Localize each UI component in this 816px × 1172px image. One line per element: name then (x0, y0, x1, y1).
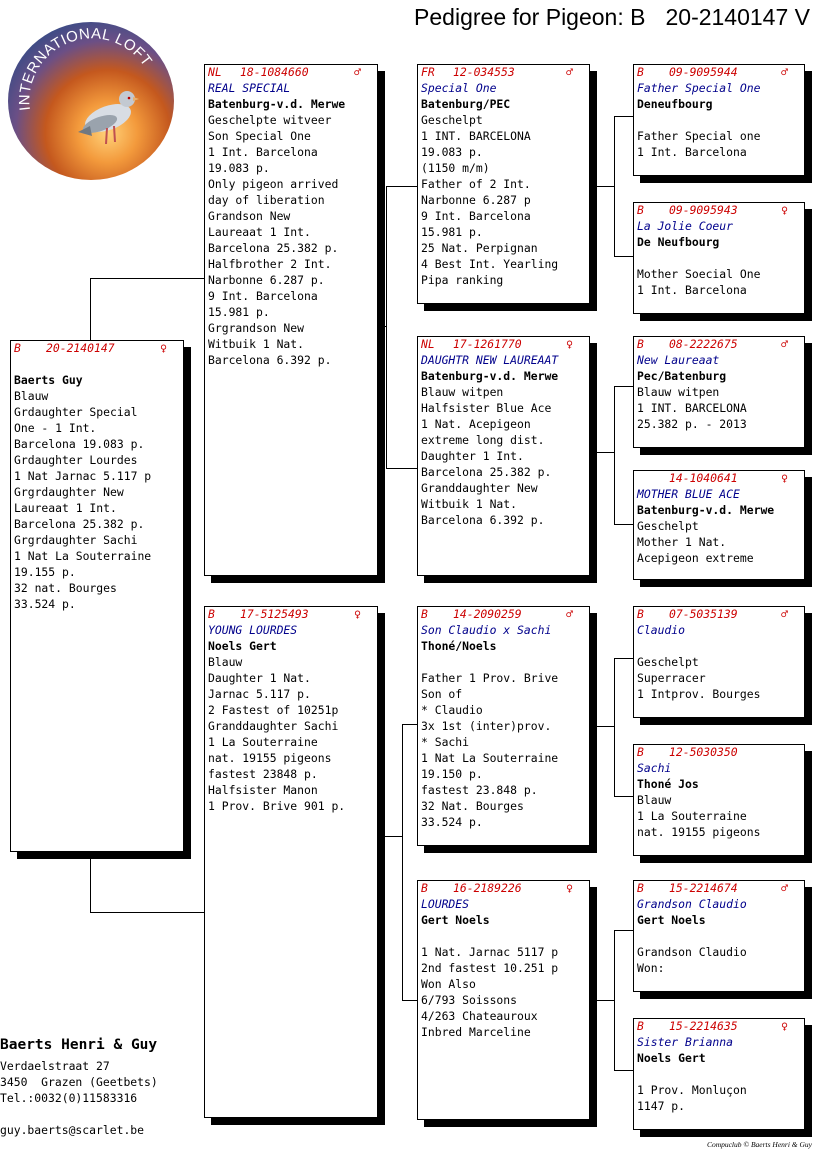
info-line: Blauw (637, 793, 672, 807)
pigeon-name: New Laureaat (637, 353, 720, 367)
info-line (637, 928, 804, 944)
card-header (14, 340, 183, 356)
info-line: Blauw witpen (637, 385, 720, 399)
info-line: Grandson New (208, 209, 291, 223)
breeder-name: Noels Gert (637, 1051, 706, 1065)
info-line (637, 1066, 804, 1082)
title-prefix: Pedigree for Pigeon: (414, 4, 624, 30)
info-line: Son Special One (208, 129, 311, 143)
female-icon: ♀ (354, 607, 361, 621)
info-line: 9 Int. Barcelona (208, 289, 318, 303)
breeder-name: Batenburg/PEC (421, 97, 511, 111)
country-code: B (208, 607, 215, 621)
info-line: Grdaughter Special (14, 405, 138, 419)
breeder-name: Gert Noels (637, 913, 706, 927)
info-line: 19.083 p. (208, 161, 270, 175)
info-line: 1 Nat La Souterraine (14, 549, 152, 563)
info-line: Acepigeon extreme (637, 551, 754, 565)
info-line: Halfsister Manon (208, 783, 318, 797)
info-line: Father 1 Prov. Brive (421, 671, 559, 685)
info-line: Grandson Claudio (637, 945, 747, 959)
info-line: 3x 1st (inter)prov. (421, 719, 552, 733)
info-line: 1 Prov. Brive 901 p. (208, 799, 346, 813)
male-icon: ♂ (566, 65, 573, 79)
country-code: NL (208, 65, 222, 79)
connector (90, 852, 91, 912)
info-line: Blauw (14, 389, 49, 403)
connector (378, 836, 403, 837)
pigeon-name: La Jolie Coeur (637, 219, 734, 233)
pedigree-card-sss (633, 64, 805, 176)
info-line: 1 Nat La Souterraine (421, 751, 559, 765)
connector (402, 724, 403, 1000)
pigeon-name: Son Claudio x Sachi (421, 623, 552, 637)
info-line: fastest 23848 p. (208, 767, 318, 781)
info-line: Mother 1 Nat. (637, 535, 727, 549)
info-line: Geschelpt (637, 519, 699, 533)
info-line: Inbred Marceline (421, 1025, 531, 1039)
info-line: Granddaughter Sachi (208, 719, 339, 733)
info-line (421, 654, 589, 670)
country-code: B (637, 745, 644, 759)
pedigree-card-sdd (633, 470, 805, 580)
info-line: Barcelona 25.382 p. (421, 465, 552, 479)
info-line: One - 1 Int. (14, 421, 97, 435)
info-line: Narbonne 6.287 p (421, 193, 531, 207)
info-line: 32 nat. Bourges (14, 581, 117, 595)
info-line: (1150 m/m) (421, 161, 490, 175)
ring-number: 12-5030350 (669, 745, 738, 759)
connector (614, 1070, 633, 1071)
female-icon: ♀ (160, 341, 167, 355)
connector (90, 912, 204, 913)
info-line: Won Also (421, 977, 476, 991)
card-header (421, 606, 589, 622)
info-line: Laureaat 1 Int. (14, 501, 117, 515)
info-line: 1 Nat. Jarnac 5117 p (421, 945, 559, 959)
connector (596, 186, 615, 187)
info-line: 32 Nat. Bourges (421, 799, 524, 813)
breeder-name: Thoné/Noels (421, 639, 497, 653)
info-line: fastest 23.848 p. (421, 783, 538, 797)
female-icon: ♀ (781, 1019, 788, 1033)
info-line: Blauw (208, 655, 243, 669)
country-code: B (637, 607, 644, 621)
pedigree-card-sds (633, 336, 805, 448)
info-line: 1 INT. BARCELONA (637, 401, 747, 415)
info-line: 19.155 p. (14, 565, 76, 579)
female-icon: ♀ (566, 337, 573, 351)
info-line: 4 Best Int. Yearling (421, 257, 559, 271)
pedigree-card-dss (633, 606, 805, 718)
info-line: Halfbrother 2 Int. (208, 257, 332, 271)
pigeon-icon (78, 91, 139, 144)
title-country: B (630, 4, 646, 30)
info-line: Barcelona 25.382 p. (208, 241, 339, 255)
info-line: * Claudio (421, 703, 483, 717)
female-icon: ♀ (781, 203, 788, 217)
card-header (637, 202, 804, 218)
info-line: 33.524 p. (421, 815, 483, 829)
info-line (637, 250, 804, 266)
pedigree-card-sire (204, 64, 378, 576)
connector (386, 186, 387, 468)
pedigree-card-ds (417, 606, 590, 846)
breeder-name: Batenburg-v.d. Merwe (421, 369, 559, 383)
breeder-name: Baerts Guy (14, 373, 83, 387)
connector (90, 278, 204, 279)
info-line: Narbonne 6.287 p. (208, 273, 325, 287)
connector (614, 386, 633, 387)
connector (386, 468, 417, 469)
card-header (637, 1018, 804, 1034)
page-title (414, 4, 810, 31)
info-line: 1 Nat Jarnac 5.117 p (14, 469, 152, 483)
ring-number: 08-2222675 (669, 337, 738, 351)
female-icon: ♀ (566, 881, 573, 895)
pigeon-name: MOTHER BLUE ACE (637, 487, 740, 501)
country-code: FR (421, 65, 435, 79)
ring-number: 15-2214674 (669, 881, 738, 895)
info-line: Superracer (637, 671, 706, 685)
country-code: B (637, 1019, 644, 1033)
connector (386, 186, 417, 187)
info-line: 9 Int. Barcelona (421, 209, 531, 223)
connector (596, 452, 615, 453)
info-line: Halfsister Blue Ace (421, 401, 552, 415)
ring-number: 18-1084660 (240, 65, 309, 79)
info-line: Granddaughter New (421, 481, 538, 495)
card-header (208, 606, 377, 622)
info-line: 2 Fastest of 10251p (208, 703, 339, 717)
connector (90, 278, 91, 340)
info-line: 19.150 p. (421, 767, 483, 781)
info-line: 1 Nat. Acepigeon (421, 417, 531, 431)
ring-number: 17-1261770 (453, 337, 522, 351)
breeder-name (637, 638, 804, 654)
info-line: Witbuik 1 Nat. (421, 497, 518, 511)
info-line: Daughter 1 Int. (421, 449, 524, 463)
info-line: Grdaughter Lourdes (14, 453, 138, 467)
female-icon: ♀ (781, 471, 788, 485)
pigeon-name: Grandson Claudio (637, 897, 747, 911)
breeder-name: Gert Noels (421, 913, 490, 927)
pigeon-name: Father Special One (637, 81, 761, 95)
info-line: Laureaat 1 Int. (208, 225, 311, 239)
info-line: Barcelona 6.392 p. (421, 513, 545, 527)
card-header (208, 64, 377, 80)
card-header (421, 64, 589, 80)
info-line: nat. 19155 pigeons (208, 751, 332, 765)
ring-number: 09-9095943 (669, 203, 738, 217)
card-header (421, 336, 589, 352)
card-header (637, 744, 804, 760)
logo-graphic (8, 22, 174, 180)
info-line: Witbuik 1 Nat. (208, 337, 305, 351)
pigeon-name: Sister Brianna (637, 1035, 734, 1049)
pigeon-name (14, 356, 183, 372)
pedigree-card-ssd (633, 202, 805, 314)
pedigree-card-dsd (633, 744, 805, 856)
pedigree-card-ddd (633, 1018, 805, 1130)
breeder-name: Batenburg-v.d. Merwe (208, 97, 346, 111)
country-code: B (637, 203, 644, 217)
male-icon: ♂ (781, 881, 788, 895)
info-line: Barcelona 19.083 p. (14, 437, 145, 451)
owner-street: Verdaelstraat 27 (0, 1059, 110, 1073)
country-code: B (421, 607, 428, 621)
country-code: B (637, 337, 644, 351)
info-line: Won: (637, 961, 665, 975)
ring-number: 20-2140147 (46, 341, 115, 355)
card-header (637, 64, 804, 80)
connector (402, 1000, 417, 1001)
info-line (421, 928, 589, 944)
info-line: * Sachi (421, 735, 470, 749)
ring-number: 14-2090259 (453, 607, 522, 621)
ring-number: 09-9095944 (669, 65, 738, 79)
connector (614, 386, 615, 524)
info-line: 15.981 p. (421, 225, 483, 239)
owner-email: guy.baerts@scarlet.be (0, 1123, 145, 1137)
title-ring: 20-2140147 V (665, 4, 810, 30)
card-header (637, 880, 804, 896)
breeder-name: Deneufbourg (637, 97, 713, 111)
info-line: 15.981 p. (208, 305, 270, 319)
pigeon-name: DAUGHTR NEW LAUREAAT (421, 353, 559, 367)
breeder-name: Pec/Batenburg (637, 369, 727, 383)
ring-number: 16-2189226 (453, 881, 522, 895)
pigeon-name: Special One (421, 81, 497, 95)
info-line: Grgrandson New (208, 321, 305, 335)
connector (614, 658, 615, 796)
info-line: 1 La Souterraine (637, 809, 747, 823)
male-icon: ♂ (566, 607, 573, 621)
info-line: 1 La Souterraine (208, 735, 318, 749)
info-line: 4/263 Chateauroux (421, 1009, 538, 1023)
pedigree-card-sd (417, 336, 590, 576)
pigeon-name: YOUNG LOURDES (208, 623, 298, 637)
info-line: 19.083 p. (421, 145, 483, 159)
male-icon: ♂ (781, 607, 788, 621)
info-line: Geschelpt (421, 113, 483, 127)
info-line: Pipa ranking (421, 273, 504, 287)
connector (614, 658, 633, 659)
connector (614, 930, 633, 931)
copyright-note: Compuclub © Baerts Henri & Guy (706, 1140, 812, 1149)
breeder-name: Thoné Jos (637, 777, 699, 791)
connector (596, 726, 615, 727)
male-icon: ♂ (781, 337, 788, 351)
card-header (637, 606, 804, 622)
info-line: Son of (421, 687, 463, 701)
info-line: 2nd fastest 10.251 p (421, 961, 559, 975)
pigeon-name: Claudio (637, 623, 686, 637)
owner-address (0, 1036, 158, 1138)
info-line: 1 INT. BARCELONA (421, 129, 531, 143)
info-line: 1147 p. (637, 1099, 686, 1113)
pigeon-name: LOURDES (421, 897, 470, 911)
connector (378, 326, 387, 327)
ring-number: 12-034553 (453, 65, 515, 79)
svg-text:INTERNATIONAL LOFT: INTERNATIONAL LOFT (16, 25, 156, 112)
connector (614, 796, 633, 797)
info-line: 1 Intprov. Bourges (637, 687, 761, 701)
info-line: Grgrdaughter Sachi (14, 533, 138, 547)
breeder-name: Noels Gert (208, 639, 277, 653)
info-line: Daughter 1 Nat. (208, 671, 311, 685)
breeder-name: Batenburg-v.d. Merwe (637, 503, 775, 517)
pedigree-card-subject (10, 340, 184, 852)
connector (402, 724, 417, 725)
pigeon-name: REAL SPECIAL (208, 81, 291, 95)
ring-number: 15-2214635 (669, 1019, 738, 1033)
info-line: Geschelpt (637, 655, 699, 669)
connector (614, 256, 633, 257)
ring-number: 17-5125493 (240, 607, 309, 621)
pedigree-card-dam (204, 606, 378, 1118)
info-line: 1 Prov. Monluçon (637, 1083, 747, 1097)
info-line: day of liberation (208, 193, 325, 207)
info-line: Mother Soecial One (637, 267, 761, 281)
info-line: 25 Nat. Perpignan (421, 241, 538, 255)
connector (614, 524, 633, 525)
info-line: 25.382 p. - 2013 (637, 417, 747, 431)
info-line: nat. 19155 pigeons (637, 825, 761, 839)
info-line: 1 Int. Barcelona (208, 145, 318, 159)
pedigree-card-ss (417, 64, 590, 304)
info-line: 6/793 Soissons (421, 993, 518, 1007)
info-line: Blauw witpen (421, 385, 504, 399)
country-code: B (637, 65, 644, 79)
pigeon-name: Sachi (637, 761, 672, 775)
info-line: Father Special one (637, 129, 761, 143)
info-line (637, 112, 804, 128)
info-line: Grgrdaughter New (14, 485, 124, 499)
card-header (421, 880, 589, 896)
owner-phone: Tel.:0032(0)11583316 (0, 1091, 138, 1105)
owner-city: 3450 Grazen (Geetbets) (0, 1075, 158, 1089)
connector (596, 1000, 615, 1001)
info-line: 33.524 p. (14, 597, 76, 611)
country-code: NL (421, 337, 435, 351)
info-line: Only pigeon arrived (208, 177, 339, 191)
pedigree-card-dds (633, 880, 805, 992)
country-code: B (421, 881, 428, 895)
country-code: B (637, 881, 644, 895)
ring-number: 14-1040641 (669, 471, 738, 485)
info-line: Jarnac 5.117 p. (208, 687, 311, 701)
country-code: B (14, 341, 21, 355)
info-line: Geschelpte witveer (208, 113, 332, 127)
info-line: Barcelona 25.382 p. (14, 517, 145, 531)
pedigree-card-dd (417, 880, 590, 1120)
ring-number: 07-5035139 (669, 607, 738, 621)
info-line: Father of 2 Int. (421, 177, 531, 191)
male-icon: ♂ (354, 65, 361, 79)
male-icon: ♂ (781, 65, 788, 79)
loft-logo (8, 22, 174, 180)
card-header (637, 336, 804, 352)
info-line: 1 Int. Barcelona (637, 283, 747, 297)
info-line: extreme long dist. (421, 433, 545, 447)
breeder-name: De Neufbourg (637, 235, 720, 249)
card-header (637, 470, 804, 486)
info-line: 1 Int. Barcelona (637, 145, 747, 159)
info-line: Barcelona 6.392 p. (208, 353, 332, 367)
owner-name: Baerts Henri & Guy (0, 1037, 158, 1053)
connector (614, 116, 633, 117)
